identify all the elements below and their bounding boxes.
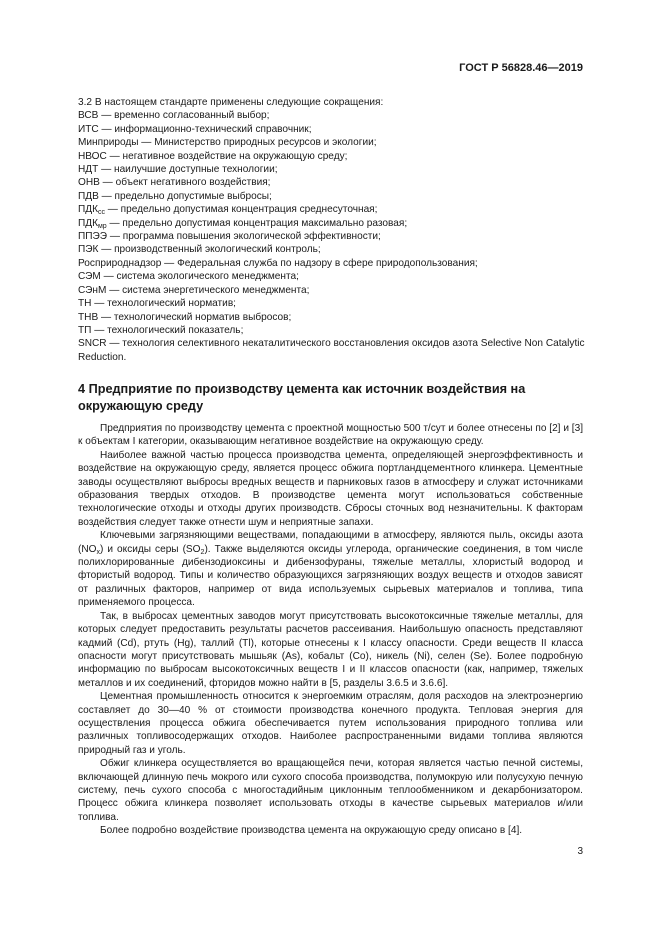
pollutants-text-a: Ключевыми загрязняющими веществами, попадающими в атмосферу, являются пыль, оксиды азота (NO: [78, 530, 583, 555]
pdk-mr-subscript: мр: [97, 222, 107, 230]
paragraph: Наиболее важной частью процесса производства цемента, определяющей энергоэффективность и воздействие на окружающую среду, является процесс обжига портландцементного клинкера. Цементные заводы осуществляют выбросы вредных веществ и парниковых газов в атмосферу и служат источниками образования твердых отходов. В производстве цемента могут использоваться собственные технологические отходы и отходы других производств. Сбросы сточных вод незначительны. К факторам воздействия следует также отнести шум и неприятные запахи.: [78, 449, 583, 528]
abbreviation-item: ИТС — информационно-технический справочник;: [78, 123, 312, 135]
abbreviation-item: НВОС — негативное воздействие на окружающую среду;: [78, 150, 348, 162]
abbreviation-item-pdk-mr: [78, 217, 583, 230]
paragraph: Предприятия по производству цемента с проектной мощностью 500 т/сут и более отнесены по [2] и [3] к объектам I категории, оказывающим негативное воздействие на окружающую среду.: [78, 423, 583, 448]
abbreviation-item: ПДВ — предельно допустимые выбросы;: [78, 190, 272, 202]
pdk-ss-base: ПДК: [78, 204, 98, 216]
abbreviation-item: Минприроды — Министерство природных ресурсов и экологии;: [78, 137, 377, 149]
section-4-body: [78, 422, 583, 838]
abbreviations-list: [78, 96, 583, 364]
pdk-mr-base: ПДК: [78, 217, 98, 229]
paragraph: Более подробно воздействие производства цемента на окружающую среду описано в [4].: [100, 825, 523, 837]
abbreviation-item: СЭМ — система экологического менеджмента;: [78, 271, 299, 283]
abbreviation-item: ТНВ — технологический норматив выбросов;: [78, 311, 292, 323]
standard-id-header: ГОСТ Р 56828.46—2019: [459, 62, 583, 74]
abbreviation-item: ОНВ — объект негативного воздействия;: [78, 177, 271, 189]
pdk-mr-definition: — предельно допустимая концентрация максимально разовая;: [106, 217, 408, 229]
abbreviation-item-pdk-ss: [78, 203, 583, 216]
pollutants-text-c: ). Также выделяются оксиды углерода, органические соединения, в том числе полихлорированные дибензодиоксины и дибензофураны, тяжелые металлы, хлористый водород и фтористый водород. Типы и количество образующихся загрязняющих воздух веществ и отходов зависят от различных факторов, например от вида используемых сырьевых материалов и топлива, типа применяемого процесса.: [78, 543, 583, 609]
pdk-ss-definition: — предельно допустимая концентрация среднесуточная;: [104, 204, 378, 216]
abbreviation-item: ТН — технологический норматив;: [78, 298, 236, 310]
page-number: 3: [577, 846, 583, 857]
so2-subscript: 2: [200, 548, 205, 556]
section-4-heading: 4 Предприятие по производству цемента как источник воздействия на окружающую среду: [78, 382, 526, 413]
pollutants-text-b: ) и оксиды серы (SO: [100, 543, 201, 555]
paragraph: Цементная промышленность относится к энергоемким отраслям, доля расходов на электроэнергию составляет до 30—40 % от стоимости производства конечного продукта. Тепловая энергия для осуществления процесса обжига обеспечивается путем использования природного топлива или различных топливосодержащих отходов. Наиболее распространенными видами топлива являются природный газ и уголь.: [78, 691, 583, 756]
abbreviation-item-sncr: SNCR — технология селективного некаталитического восстановления оксидов азота Selective Non Catalytic Reduction.: [78, 338, 585, 363]
paragraph: Так, в выбросах цементных заводов могут присутствовать высокотоксичные тяжелые металлы, для которых следует предоставить результаты расчетов рассеивания. Наибольшую опасность представляют кадмий (Cd), ртуть (Hg), таллий (Tl), которые отнесены к I классу опасности. Среди веществ II класса опасности могут присутствовать мышьяк (As), кобальт (Co), никель (Ni), селен (Se). Более подробную информацию по выбросам высокотоксичных веществ I и II классов опасности (как, например, тяжелых металлов и их соединений, фторидов можно найти в [5, разделы 3.6.5 и 3.6.6].: [78, 610, 583, 689]
abbreviation-item: ППЭЭ — программа повышения экологической эффективности;: [78, 231, 381, 243]
pdk-ss-subscript: сс: [97, 209, 105, 217]
abbreviation-item: НДТ — наилучшие доступные технологии;: [78, 164, 278, 176]
abbreviation-item: Росприроднадзор — Федеральная служба по надзору в сфере природопользования;: [78, 257, 478, 269]
nox-subscript: x: [96, 548, 101, 556]
abbreviation-item: ВСВ — временно согласованный выбор;: [78, 110, 270, 122]
paragraph: Обжиг клинкера осуществляется во вращающейся печи, которая является частью печной системы, включающей длинную печь мокрого или сухого способа производства, полумокрую или полусухую печную систему, печь сухого способа с многостадийным циклонным теплообменником и декарбонизатором. Процесс обжига клинкера позволяет использовать отходы в качестве сырьевых материалов и/или топлива.: [78, 758, 583, 823]
abbreviation-item: ТП — технологический показатель;: [78, 324, 244, 336]
abbreviation-item: СЭнМ — система энергетического менеджмента;: [78, 284, 310, 296]
paragraph-pollutants: [78, 529, 583, 609]
abbreviation-item: ПЭК — производственный экологический контроль;: [78, 244, 321, 256]
abbreviations-intro: 3.2 В настоящем стандарте применены следующие сокращения:: [78, 97, 384, 108]
